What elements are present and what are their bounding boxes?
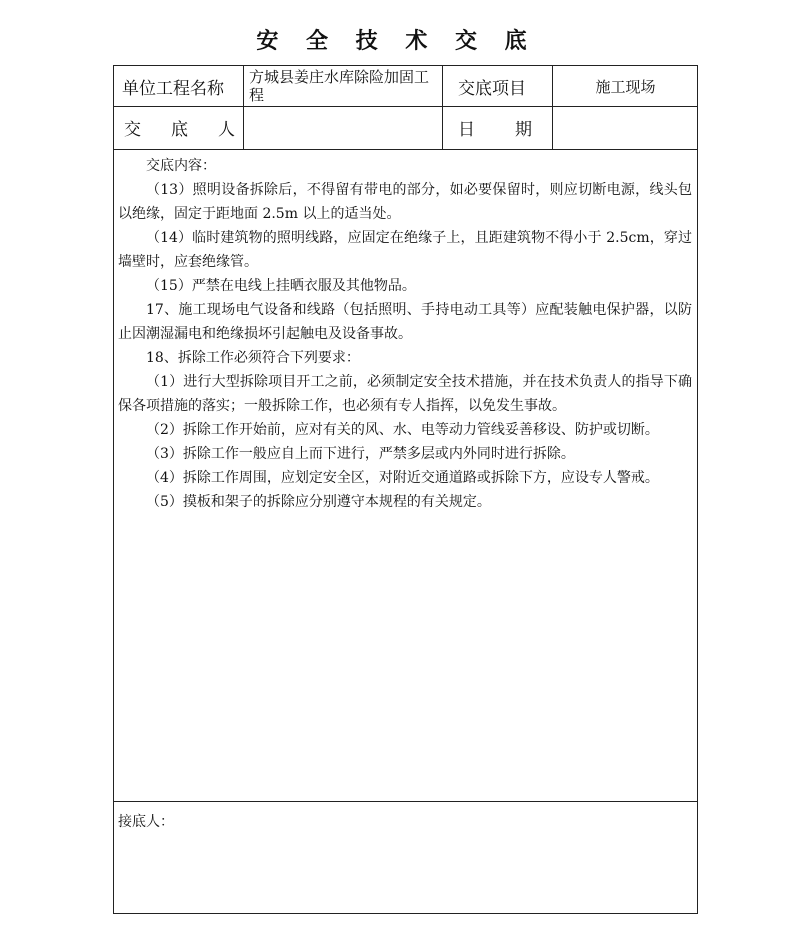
discloser-label-char: 交 — [124, 120, 141, 140]
date-label-char: 期 — [515, 120, 532, 140]
disclosure-item-label: 交底项目 — [458, 78, 526, 99]
row-divider — [114, 149, 697, 150]
disclosure-item-value: 施工现场 — [595, 77, 656, 96]
content-paragraph: （15）严禁在电线上挂晒衣服及其他物品。 — [146, 278, 416, 294]
receiver-label: 接底人： — [118, 814, 174, 830]
unit-name-value: 方城县姜庄水库除险加固工程 — [249, 68, 430, 104]
discloser-value — [243, 106, 442, 149]
disclosure-content — [118, 154, 692, 514]
disclosure-form — [113, 65, 698, 914]
content-paragraph: （4）拆除工作周围，应划定安全区，对附近交通道路或拆除下方，应设专人警戒。 — [146, 470, 659, 486]
date-value — [552, 106, 699, 149]
content-paragraph: （3）拆除工作一般应自上而下进行，严禁多层或内外同时进行拆除。 — [146, 446, 575, 462]
content-intro: 交底内容： — [146, 158, 216, 174]
content-paragraph: （14）临时建筑物的照明线路，应固定在绝缘子上，且距建筑物不得小于 2.5cm，穿过墙壁时，应套绝缘管。 — [118, 230, 692, 270]
discloser-label — [114, 106, 243, 149]
content-paragraph: （5）摸板和架子的拆除应分别遵守本规程的有关规定。 — [146, 494, 491, 510]
content-paragraph: 17、施工现场电气设备和线路（包括照明、手持电动工具等）应配装触电保护器，以防止因潮湿漏电和绝缘损坏引起触电及设备事故。 — [118, 302, 692, 342]
date-label — [442, 106, 552, 149]
date-label-char: 日 — [458, 120, 475, 140]
content-paragraph: （1）进行大型拆除项目开工之前，必须制定安全技术措施，并在技术负责人的指导下确保各项措施的落实；一般拆除工作，也必须有专人指挥，以免发生事故。 — [118, 374, 692, 414]
content-paragraph: （2）拆除工作开始前，应对有关的风、水、电等动力管线妥善移设、防护或切断。 — [146, 422, 659, 438]
content-paragraph: （13）照明设备拆除后，不得留有带电的部分，如必要保留时，则应切断电源，线头包以绝缘，固定于距地面 2.5m 以上的适当处。 — [118, 182, 692, 222]
unit-name-label: 单位工程名称 — [122, 78, 224, 99]
discloser-label-char: 人 — [218, 120, 235, 140]
content-paragraph: 18、拆除工作必须符合下列要求： — [146, 350, 360, 366]
discloser-label-char: 底 — [171, 120, 188, 140]
row-divider — [114, 801, 697, 802]
document-title: 安 全 技 术 交 底 — [256, 29, 537, 54]
